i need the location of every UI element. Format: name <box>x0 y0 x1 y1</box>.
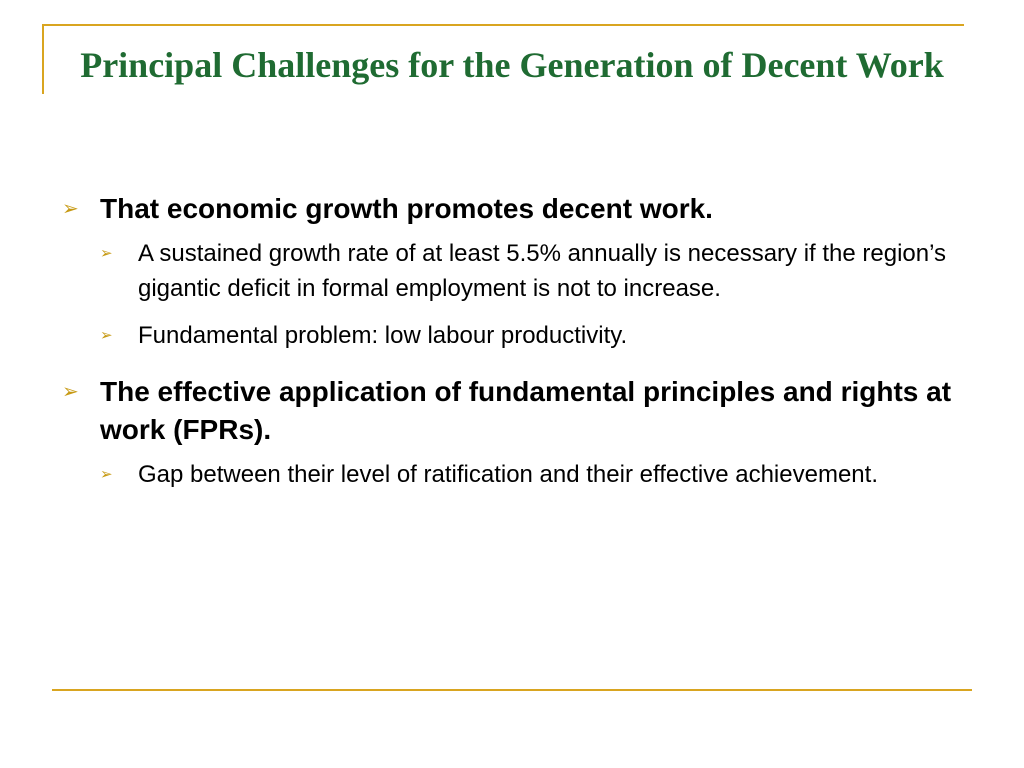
left-border-line <box>42 24 44 94</box>
sub-bullet-text: A sustained growth rate of at least 5.5% annually is necessary if the region’s gigantic deficit in formal employment is not to increase. <box>138 240 947 302</box>
arrow-bullet-icon: ➢ <box>100 327 113 344</box>
bullet-item <box>62 373 962 449</box>
sub-bullet-item <box>100 318 950 353</box>
sub-bullet-list <box>100 457 962 492</box>
slide-title: Principal Challenges for the Generation of Decent Work <box>80 45 944 85</box>
bullet-list <box>62 190 962 512</box>
sub-bullet-text: Gap between their level of ratification and their effective achievement. <box>138 461 878 488</box>
bullet-item <box>62 190 962 228</box>
bullet-text: That economic growth promotes decent work. <box>100 193 713 224</box>
sub-bullet-item <box>100 236 950 306</box>
bottom-border-line <box>52 689 972 691</box>
arrow-bullet-icon: ➢ <box>62 381 79 403</box>
arrow-bullet-icon: ➢ <box>100 245 113 262</box>
sub-bullet-text: Fundamental problem: low labour productivity. <box>138 322 628 349</box>
arrow-bullet-icon: ➢ <box>62 198 79 220</box>
sub-bullet-item <box>100 457 950 492</box>
arrow-bullet-icon: ➢ <box>100 466 113 483</box>
sub-bullet-list <box>100 236 962 353</box>
bullet-text: The effective application of fundamental principles and rights at work (FPRs). <box>100 376 952 445</box>
top-border-line <box>42 24 964 26</box>
